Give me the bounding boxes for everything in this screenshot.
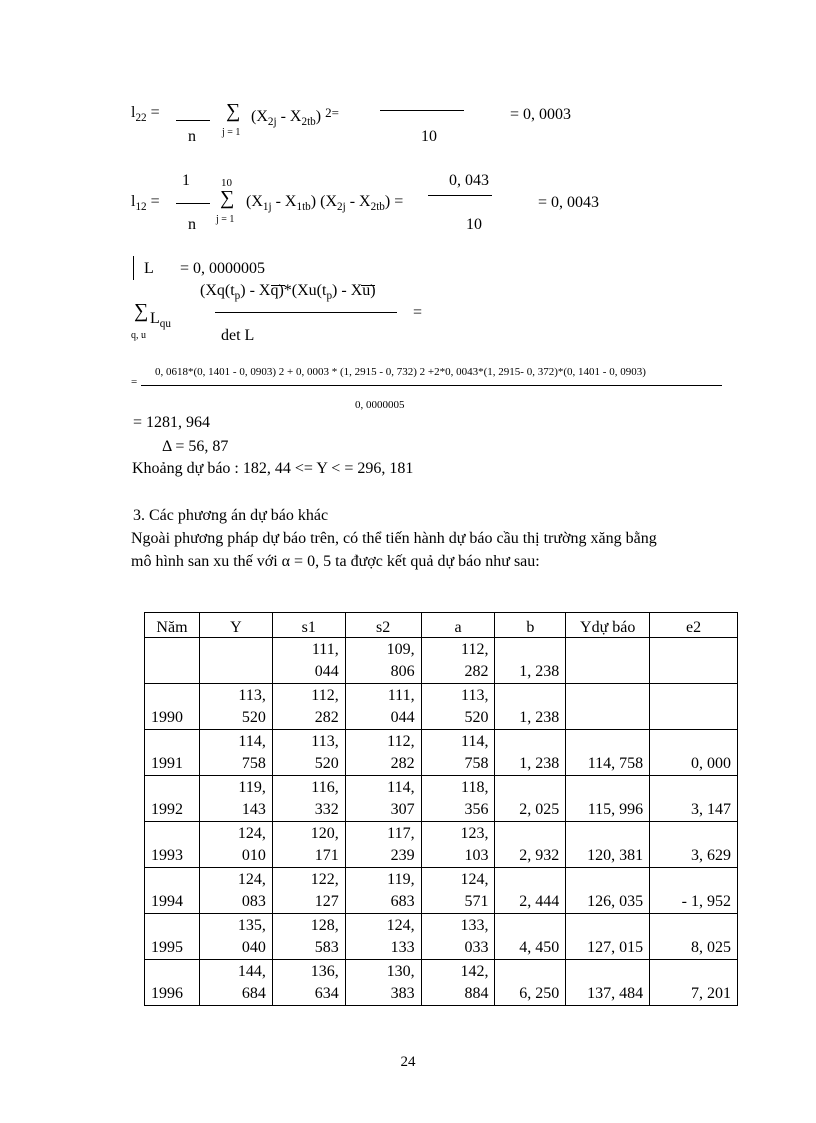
table-cell: - 1, 952 bbox=[650, 868, 738, 914]
table-cell: 119, 683 bbox=[345, 868, 421, 914]
table-cell: 1990 bbox=[145, 684, 200, 730]
table-cell: 115, 996 bbox=[566, 776, 650, 822]
table-cell: 114, 758 bbox=[421, 730, 495, 776]
lqu-overbar-xq bbox=[271, 285, 285, 286]
lqu-fraction-bar bbox=[215, 312, 397, 313]
table-cell: 126, 035 bbox=[566, 868, 650, 914]
table-cell: 120, 381 bbox=[566, 822, 650, 868]
table-cell: 142, 884 bbox=[421, 960, 495, 1006]
table-cell: 1993 bbox=[145, 822, 200, 868]
l22-result: = 0, 0003 bbox=[510, 106, 572, 123]
page-number: 24 bbox=[400, 1054, 416, 1070]
det-bar bbox=[133, 256, 134, 280]
table-cell: 113, 520 bbox=[199, 684, 272, 730]
table-cell: 120, 171 bbox=[272, 822, 345, 868]
l12-sum-upper: 10 bbox=[221, 177, 232, 189]
table-cell: 1, 238 bbox=[495, 684, 566, 730]
table-cell: 136, 634 bbox=[272, 960, 345, 1006]
l22-term: $(X_{2j} - X_{2tb})$ $^{2=}$ bbox=[251, 105, 339, 129]
section-heading: 3. Các phương án dự báo khác bbox=[133, 507, 329, 524]
table-cell: 113, 520 bbox=[421, 684, 495, 730]
table-cell: 137, 484 bbox=[566, 960, 650, 1006]
table-cell: 122, 127 bbox=[272, 868, 345, 914]
table-cell: 124, 083 bbox=[199, 868, 272, 914]
table-cell: 118, 356 bbox=[421, 776, 495, 822]
long-lead-eq: = bbox=[131, 376, 138, 388]
l12-fraction-bar bbox=[176, 203, 210, 204]
det-rhs: = 0, 0000005 bbox=[180, 260, 266, 277]
lqu-sum-icon: ∑ bbox=[134, 300, 149, 322]
table-cell: 1, 238 bbox=[495, 730, 566, 776]
table-cell: 112, 282 bbox=[272, 684, 345, 730]
l22-ratio-denominator: 10 bbox=[421, 128, 437, 145]
l12-eq: = bbox=[150, 193, 160, 210]
section-paragraph-line2: mô hình san xu thế với α = 0, 5 ta được kết quả dự báo như sau: bbox=[131, 553, 540, 570]
table-cell: 112, 282 bbox=[421, 638, 495, 684]
table-cell: 3, 629 bbox=[650, 822, 738, 868]
table-cell: 112, 282 bbox=[345, 730, 421, 776]
table-cell: 124, 571 bbox=[421, 868, 495, 914]
table-header-row bbox=[145, 613, 738, 638]
table-cell: 124, 133 bbox=[345, 914, 421, 960]
table-cell: 119, 143 bbox=[199, 776, 272, 822]
table-row bbox=[145, 914, 738, 960]
table-header-cell: e2 bbox=[650, 613, 738, 638]
result-value: = 1281, 964 bbox=[133, 414, 211, 431]
table-cell: 123, 103 bbox=[421, 822, 495, 868]
table-cell: 114, 307 bbox=[345, 776, 421, 822]
table-cell: 1992 bbox=[145, 776, 200, 822]
table-cell: 135, 040 bbox=[199, 914, 272, 960]
table-cell: 6, 250 bbox=[495, 960, 566, 1006]
l12-lhs: l bbox=[131, 193, 136, 210]
l12-sum-icon: ∑ bbox=[220, 187, 235, 209]
l12-terms: $(X_{1j} - X_{1tb})$ $(X_{2j} - X_{2tb})$ = bbox=[246, 193, 404, 214]
table-cell: 124, 010 bbox=[199, 822, 272, 868]
l12-result: = 0, 0043 bbox=[538, 194, 600, 211]
table-cell: 111, 044 bbox=[345, 684, 421, 730]
table-body bbox=[145, 638, 738, 1006]
table-cell: 8, 025 bbox=[650, 914, 738, 960]
lqu-numerator: $(Xq(t_p) - Xq)*(Xu(t_p) - Xu)$ bbox=[200, 282, 376, 303]
l22-denominator: n bbox=[188, 128, 196, 145]
table-cell: 7, 201 bbox=[650, 960, 738, 1006]
lqu-eq: = bbox=[413, 304, 423, 321]
table-header-cell: Y bbox=[199, 613, 272, 638]
l12-numerator: 1 bbox=[182, 172, 190, 189]
table-row bbox=[145, 684, 738, 730]
table-row bbox=[145, 822, 738, 868]
table-cell: 114, 758 bbox=[566, 730, 650, 776]
table-cell: 144, 684 bbox=[199, 960, 272, 1006]
det-lhs: L bbox=[144, 260, 154, 277]
table-header-cell: Năm bbox=[145, 613, 200, 638]
section-paragraph-line1: Ngoài phương pháp dự báo trên, có thể tiến hành dự báo cầu thị trường xăng bằng bbox=[131, 530, 657, 547]
l22-eq: = bbox=[150, 104, 160, 121]
table-cell: 116, 332 bbox=[272, 776, 345, 822]
table-cell: 117, 239 bbox=[345, 822, 421, 868]
table-cell: 1995 bbox=[145, 914, 200, 960]
table-cell bbox=[145, 638, 200, 684]
table-cell bbox=[650, 638, 738, 684]
table-cell: 1994 bbox=[145, 868, 200, 914]
table-cell: 114, 758 bbox=[199, 730, 272, 776]
table-cell: 1991 bbox=[145, 730, 200, 776]
table-cell: 128, 583 bbox=[272, 914, 345, 960]
l22-ratio-bar bbox=[380, 110, 464, 111]
table-cell: 2, 025 bbox=[495, 776, 566, 822]
forecast-interval: Khoảng dự báo : 182, 44 <= Y < = 296, 181 bbox=[132, 460, 414, 477]
table-cell bbox=[566, 684, 650, 730]
table-cell: 1996 bbox=[145, 960, 200, 1006]
table-row bbox=[145, 730, 738, 776]
table-cell: 111, 044 bbox=[272, 638, 345, 684]
l22-sum-icon: ∑ bbox=[226, 100, 241, 122]
table-cell: 127, 015 bbox=[566, 914, 650, 960]
l12-lhs-sub: 12 bbox=[135, 201, 147, 214]
table-row bbox=[145, 868, 738, 914]
lqu-denominator: det L bbox=[221, 327, 255, 344]
forecast-table bbox=[144, 612, 738, 1006]
l22-lhs-sub: 22 bbox=[135, 112, 147, 125]
table-cell: 2, 444 bbox=[495, 868, 566, 914]
long-denominator: 0, 0000005 bbox=[355, 399, 405, 411]
l12-ratio-bar bbox=[428, 195, 492, 196]
table-cell bbox=[566, 638, 650, 684]
table-header-cell: Ydự báo bbox=[566, 613, 650, 638]
table-cell: 0, 000 bbox=[650, 730, 738, 776]
long-fraction-bar bbox=[141, 385, 722, 386]
table-header-cell: s2 bbox=[345, 613, 421, 638]
l22-lhs: l bbox=[131, 104, 136, 121]
l12-ratio-denominator: 10 bbox=[466, 216, 482, 233]
table-cell: 130, 383 bbox=[345, 960, 421, 1006]
l22-fraction-bar bbox=[176, 120, 210, 121]
l22-sum-lower: j = 1 bbox=[222, 127, 241, 138]
lqu-L: $L_{qu}$ bbox=[150, 310, 171, 331]
table-cell: 1, 238 bbox=[495, 638, 566, 684]
table-row bbox=[145, 960, 738, 1006]
table-header-cell: a bbox=[421, 613, 495, 638]
table-header-cell: b bbox=[495, 613, 566, 638]
table-cell: 4, 450 bbox=[495, 914, 566, 960]
table-cell bbox=[650, 684, 738, 730]
table-cell: 3, 147 bbox=[650, 776, 738, 822]
l12-denominator: n bbox=[188, 216, 196, 233]
table-cell: 113, 520 bbox=[272, 730, 345, 776]
table-cell: 133, 033 bbox=[421, 914, 495, 960]
l12-sum-lower: j = 1 bbox=[216, 214, 235, 225]
table-row bbox=[145, 776, 738, 822]
lqu-under: q, u bbox=[131, 330, 146, 341]
table-cell: 109, 806 bbox=[345, 638, 421, 684]
l12-ratio-numerator: 0, 043 bbox=[449, 172, 489, 189]
table-row bbox=[145, 638, 738, 684]
table-cell bbox=[199, 638, 272, 684]
long-numerator: 0, 0618*(0, 1401 - 0, 0903) 2 + 0, 0003 * (1, 2915 - 0, 732) 2 +2*0, 0043*(1, 2915- 0, 372)*(0, 1401 - 0, 0903) bbox=[155, 366, 646, 378]
lqu-overbar-xu bbox=[361, 285, 375, 286]
table-cell: 2, 932 bbox=[495, 822, 566, 868]
table-header-cell: s1 bbox=[272, 613, 345, 638]
result-delta: Δ = 56, 87 bbox=[162, 438, 229, 455]
